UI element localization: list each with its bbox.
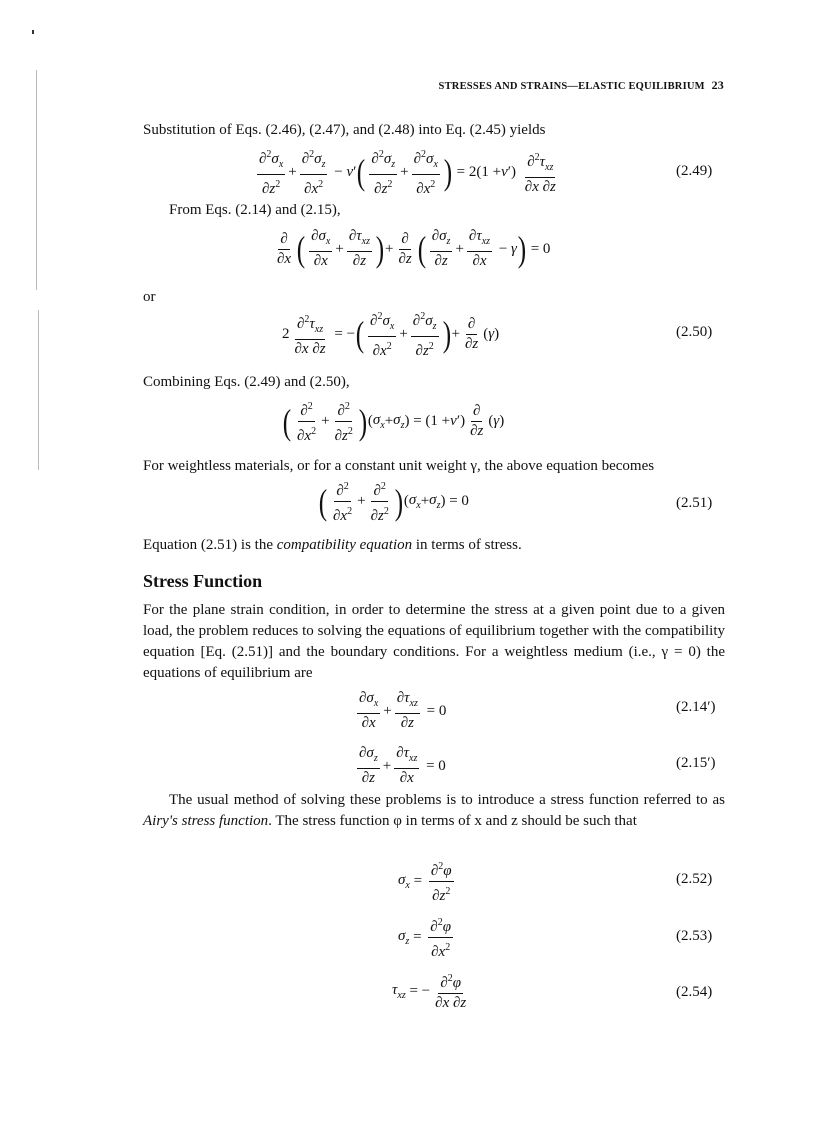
paragraph-airy xyxy=(143,790,725,832)
text-run: The usual method of solving these problems is to introduce a stress function referred to as xyxy=(169,792,725,808)
equation-number: (2.49) xyxy=(676,163,713,179)
section-title: Stress Function xyxy=(143,571,263,591)
paragraph-compatibility xyxy=(143,535,725,556)
equation-combined-2-49-2-50: ( $\frac{\partial^2}{\partial x^2}$ + $\frac{\partial^2}{\partial z^2}$ ) ( $\sigma_x$ + $\sigma_z$ ) = (1 + ν ′) $\frac{\partial}{\partial z}$ ( γ ) xyxy=(282,398,504,445)
running-title: STRESSES AND STRAINS—ELASTIC EQUILIBRIUM xyxy=(438,81,705,92)
paragraph-from-eqs: From Eqs. (2.14) and (2.15), xyxy=(169,202,341,218)
equation-2-49: $\frac{\partial^2\sigma_x}{\partial z^2}$ + $\frac{\partial^2\sigma_z}{\partial x^2}$ − ν ′ ( $\frac{\partial^2\sigma_z}{\partial z^2}$ + $\frac{\partial^2\sigma_x}{\partial x^2}$ ) = 2(1 + ν ′) $\frac{\partial^2\tau_{xz}}{\partial x \partial z}$ xyxy=(254,146,561,198)
equation-2-50: 2 $\frac{\partial^2\tau_{xz}}{\partial x \partial z}$ = − ( $\frac{\partial^2\sigma_x}{\partial x^2}$ + $\frac{\partial^2\sigma_z}{\partial z^2}$ ) + $\frac{\partial}{\partial z}$ ( γ ) xyxy=(282,308,499,360)
equation-number: (2.51) xyxy=(676,495,713,511)
scan-edge-mark xyxy=(38,310,39,470)
equation-2-15-prime: $\frac{\partial\sigma_z}{\partial z}$ + $\frac{\partial\tau_{xz}}{\partial x}$ = 0 xyxy=(359,745,446,786)
equation-2-52: $\sigma_x$ = $\frac{\partial^2\varphi}{\partial z^2}$ xyxy=(398,858,457,905)
equation-number: (2.15′) xyxy=(676,755,716,771)
text-run: in terms of stress. xyxy=(412,537,522,553)
equation-number: (2.53) xyxy=(676,928,713,944)
conjunction-or: or xyxy=(143,289,156,305)
scan-edge-mark xyxy=(32,30,34,34)
text-run: Equation (2.51) is the xyxy=(143,537,277,553)
equation-number: (2.50) xyxy=(676,324,713,340)
equation-2-14-prime: $\frac{\partial\sigma_x}{\partial x}$ + $\frac{\partial\tau_{xz}}{\partial z}$ = 0 xyxy=(359,690,447,731)
emphasis-airys-stress-function: Airy's stress function xyxy=(143,813,269,829)
equation-2-51: ( $\frac{\partial^2}{\partial x^2}$ + $\frac{\partial^2}{\partial z^2}$ ) ( $\sigma_x$ + $\sigma_z$ ) = 0 xyxy=(318,478,469,525)
equation-combined-equilibrium: $\frac{\partial}{\partial x}$ ( $\frac{\partial\sigma_x}{\partial x}$ + $\frac{\partial\tau_{xz}}{\partial z}$ ) + $\frac{\partial}{\partial z}$ ( $\frac{\partial\sigma_z}{\partial z}$ + $\frac{\partial\tau_{xz}}{\partial x}$ − γ ) = 0 xyxy=(277,228,551,269)
equation-number: (2.14′) xyxy=(676,699,716,715)
equation-number: (2.52) xyxy=(676,871,713,887)
page-number: 23 xyxy=(711,78,724,92)
running-header xyxy=(424,78,724,93)
paragraph-substitution: Substitution of Eqs. (2.46), (2.47), and (2.48) into Eq. (2.45) yields xyxy=(143,122,546,138)
equation-number: (2.54) xyxy=(676,984,713,1000)
paragraph-combining: Combining Eqs. (2.49) and (2.50), xyxy=(143,374,350,390)
emphasis-compatibility-equation: compatibility equation xyxy=(276,537,413,553)
scan-edge-mark xyxy=(36,70,37,290)
paragraph-weightless: For weightless materials, or for a constant unit weight γ, the above equation becomes xyxy=(143,458,655,474)
text-run: . The stress function φ in terms of x and z should be such that xyxy=(268,813,637,829)
equation-2-54: $\tau_{xz}$ = − $\frac{\partial^2\varphi}{\partial x \partial z}$ xyxy=(392,970,471,1012)
equation-2-53: $\sigma_z$ = $\frac{\partial^2\varphi}{\partial x^2}$ xyxy=(398,914,456,961)
paragraph-plane-strain: For the plane strain condition, in order to determine the stress at a given point due to a given load, the problem reduces to solving the equations of equilibrium together with the compatibility equation [Eq. (2.51)] and the boundary conditions. For a weightless medium (i.e., γ = 0) the equations of equilibrium are xyxy=(143,602,725,681)
